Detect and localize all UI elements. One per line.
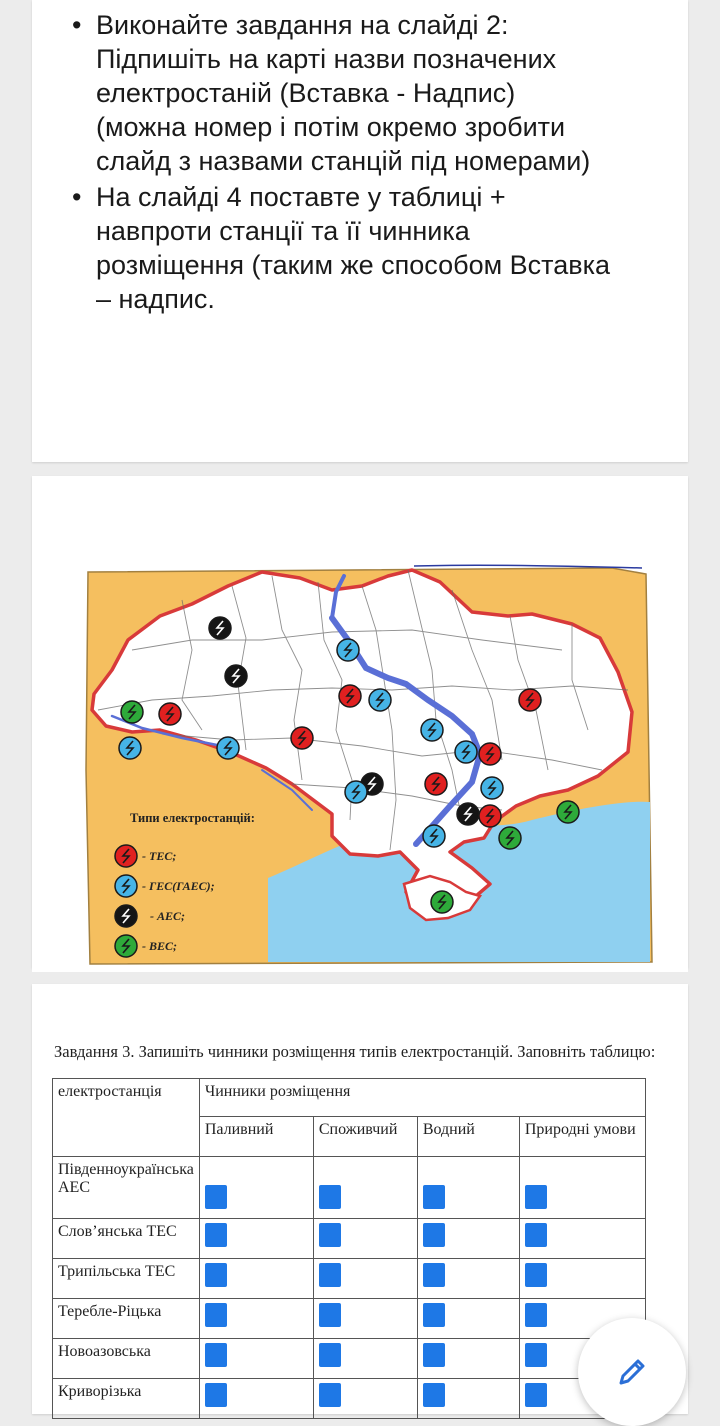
bullet-dot: •	[72, 182, 82, 212]
answer-cell-natural[interactable]	[525, 1343, 547, 1367]
station-name: Теребле-Ріцька	[53, 1299, 200, 1339]
answer-cell-consumer[interactable]	[319, 1303, 341, 1327]
instruction-list	[32, 0, 688, 316]
table-row	[53, 1379, 646, 1419]
answer-cell-fuel[interactable]	[205, 1343, 227, 1367]
table-header-row	[53, 1079, 646, 1117]
answer-cell-consumer[interactable]	[319, 1263, 341, 1287]
instruction-line: На слайді 4 поставте у таблиці +	[96, 182, 506, 212]
hes-station-marker	[423, 825, 445, 847]
edit-fab-button[interactable]	[578, 1318, 686, 1426]
answer-cell-fuel[interactable]	[205, 1383, 227, 1407]
answer-cell-consumer[interactable]	[319, 1383, 341, 1407]
aes-station-marker	[225, 665, 247, 687]
instruction-line: Виконайте завдання на слайді 2:	[96, 10, 509, 40]
aes-station-marker	[209, 617, 231, 639]
station-name	[53, 1157, 200, 1219]
instruction-line: (можна номер і потім окремо зробити	[96, 112, 566, 142]
aes-icon	[115, 905, 137, 927]
factors-table	[52, 1078, 646, 1419]
slide-2	[32, 476, 688, 968]
station-name: Слов’янська ТЕС	[53, 1219, 200, 1259]
answer-cell-fuel[interactable]	[205, 1263, 227, 1287]
answer-cell-natural[interactable]	[525, 1303, 547, 1327]
answer-cell-consumer[interactable]	[319, 1185, 341, 1209]
answer-cell-consumer[interactable]	[319, 1343, 341, 1367]
station-name-line: АЕС	[58, 1179, 90, 1196]
answer-cell-fuel[interactable]	[205, 1185, 227, 1209]
legend-label-aes: - АЕС;	[150, 909, 186, 923]
tes-station-marker	[291, 727, 313, 749]
answer-cell-consumer[interactable]	[319, 1223, 341, 1247]
ukraine-power-stations-map	[32, 520, 688, 972]
answer-cell-natural[interactable]	[525, 1383, 547, 1407]
answer-cell-water[interactable]	[423, 1383, 445, 1407]
instruction-line: слайд з назвами станцій під номерами)	[96, 146, 591, 176]
table-row	[53, 1259, 646, 1299]
answer-cell-natural[interactable]	[525, 1185, 547, 1209]
answer-cell-fuel[interactable]	[205, 1223, 227, 1247]
hes-station-marker	[455, 741, 477, 763]
hes-station-marker	[481, 777, 503, 799]
instruction-line: – надпис.	[96, 284, 215, 314]
hes-station-marker	[369, 689, 391, 711]
header-factor-water: Водний	[417, 1117, 519, 1157]
header-factor-natural: Природні умови	[519, 1117, 645, 1157]
answer-cell-water[interactable]	[423, 1263, 445, 1287]
task-title: Завдання 3. Запишіть чинники розміщення типів електростанцій. Заповніть таблицю:	[54, 1042, 656, 1061]
hes-icon	[115, 875, 137, 897]
answer-cell-water[interactable]	[423, 1303, 445, 1327]
table-row	[53, 1157, 646, 1219]
tes-station-marker	[479, 743, 501, 765]
tes-station-marker	[479, 805, 501, 827]
ves-icon	[115, 935, 137, 957]
station-name-line: Південноукраїнська	[58, 1161, 194, 1178]
answer-cell-water[interactable]	[423, 1343, 445, 1367]
answer-cell-natural[interactable]	[525, 1263, 547, 1287]
ves-station-marker	[431, 891, 453, 913]
hes-station-marker	[345, 781, 367, 803]
station-name: Криворізька	[53, 1379, 200, 1419]
header-factors: Чинники розміщення	[199, 1079, 645, 1117]
tes-station-marker	[425, 773, 447, 795]
hes-station-marker	[217, 737, 239, 759]
slide-1	[32, 0, 688, 462]
bullet-dot: •	[72, 10, 82, 40]
legend-label-ves: - ВЕС;	[142, 939, 178, 953]
hes-station-marker	[119, 737, 141, 759]
hes-station-marker	[421, 719, 443, 741]
instruction-item	[32, 180, 688, 316]
table-row	[53, 1299, 646, 1339]
tes-station-marker	[159, 703, 181, 725]
answer-cell-water[interactable]	[423, 1185, 445, 1209]
header-factor-fuel: Паливний	[199, 1117, 313, 1157]
header-station: електростанція	[53, 1079, 200, 1157]
ves-station-marker	[499, 827, 521, 849]
answer-cell-water[interactable]	[423, 1223, 445, 1247]
answer-cell-fuel[interactable]	[205, 1303, 227, 1327]
pencil-icon	[612, 1352, 652, 1392]
aes-station-marker	[457, 803, 479, 825]
table-row	[53, 1219, 646, 1259]
instruction-line: розміщення (таким же способом Вставка	[96, 250, 611, 280]
legend-label-hes: - ГЕС(ГАЕС);	[142, 879, 215, 893]
ves-station-marker	[557, 801, 579, 823]
station-name: Новоазовська	[53, 1339, 200, 1379]
header-factor-consumer: Споживчий	[313, 1117, 417, 1157]
table-row	[53, 1339, 646, 1379]
legend-label-tes: - ТЕС;	[142, 849, 177, 863]
legend-title: Типи електростанцій:	[130, 811, 255, 825]
tes-station-marker	[519, 689, 541, 711]
tes-station-marker	[339, 685, 361, 707]
instruction-line: Підпишіть на карті назви позначених	[96, 44, 557, 74]
station-name: Трипільська ТЕС	[53, 1259, 200, 1299]
tes-icon	[115, 845, 137, 867]
ves-station-marker	[121, 701, 143, 723]
instruction-line: електростаній (Вставка - Надпис)	[96, 78, 516, 108]
answer-cell-natural[interactable]	[525, 1223, 547, 1247]
instruction-item	[32, 8, 688, 178]
instruction-line: навпроти станції та її чинника	[96, 216, 470, 246]
hes-station-marker	[337, 639, 359, 661]
